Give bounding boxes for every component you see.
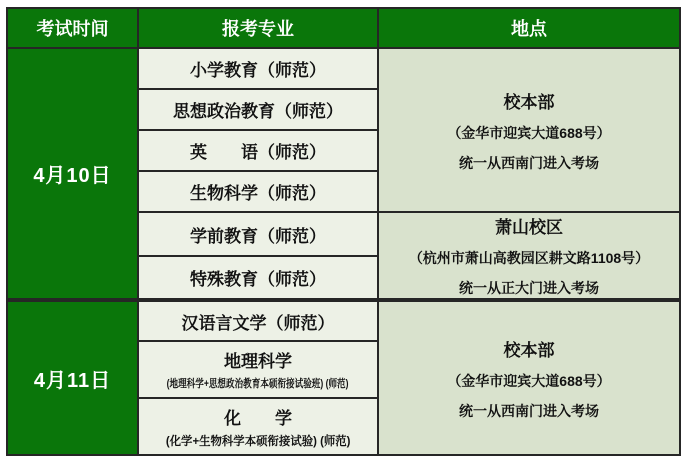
location-name: 校本部 <box>503 340 555 360</box>
major-program-note: (地理科学+思想政治教育本硕衔接试验班) (师范) <box>167 378 349 390</box>
major-cell-chemistry <box>138 398 378 455</box>
major-cell-english: 英 语（师范） <box>138 130 378 171</box>
major-cell-primary-education: 小学教育（师范） <box>138 48 378 89</box>
exam-schedule-table <box>6 7 681 456</box>
location-cell-main-campus-april11 <box>378 300 680 455</box>
major-cell-political-education: 思想政治教育（师范） <box>138 89 378 130</box>
location-cell-xiaoshan-campus <box>378 212 680 300</box>
location-entry-note: 统一从西南门进入考场 <box>459 154 599 171</box>
major-cell-special-education: 特殊教育（师范） <box>138 256 378 300</box>
location-cell-main-campus-april10 <box>378 48 680 212</box>
major-cell-geographic-science <box>138 341 378 398</box>
table-row <box>7 300 680 341</box>
major-name: 地理科学 <box>224 352 292 371</box>
major-program-note: (化学+生物科学本硕衔接试验) (师范) <box>165 433 351 448</box>
table-row <box>7 48 680 89</box>
location-entry-note: 统一从西南门进入考场 <box>459 402 599 419</box>
location-name: 萧山校区 <box>495 218 563 237</box>
location-address: （金华市迎宾大道688号） <box>447 124 611 141</box>
major-cell-chinese-literature: 汉语言文学（师范） <box>138 300 378 341</box>
date-cell-april10: 4月10日 <box>7 48 138 300</box>
header-location: 地点 <box>378 8 680 48</box>
major-cell-biological-science: 生物科学（师范） <box>138 171 378 212</box>
date-cell-april11: 4月11日 <box>7 300 138 455</box>
major-cell-preschool-education: 学前教育（师范） <box>138 212 378 256</box>
header-exam-time: 考试时间 <box>7 8 138 48</box>
major-name: 化 学 <box>224 408 292 428</box>
location-address: （杭州市萧山高教园区耕文路1108号） <box>408 250 650 266</box>
header-row <box>7 8 680 48</box>
location-entry-note: 统一从正大门进入考场 <box>459 280 599 296</box>
header-major: 报考专业 <box>138 8 378 48</box>
location-address: （金华市迎宾大道688号） <box>447 372 611 389</box>
location-name: 校本部 <box>503 92 555 112</box>
